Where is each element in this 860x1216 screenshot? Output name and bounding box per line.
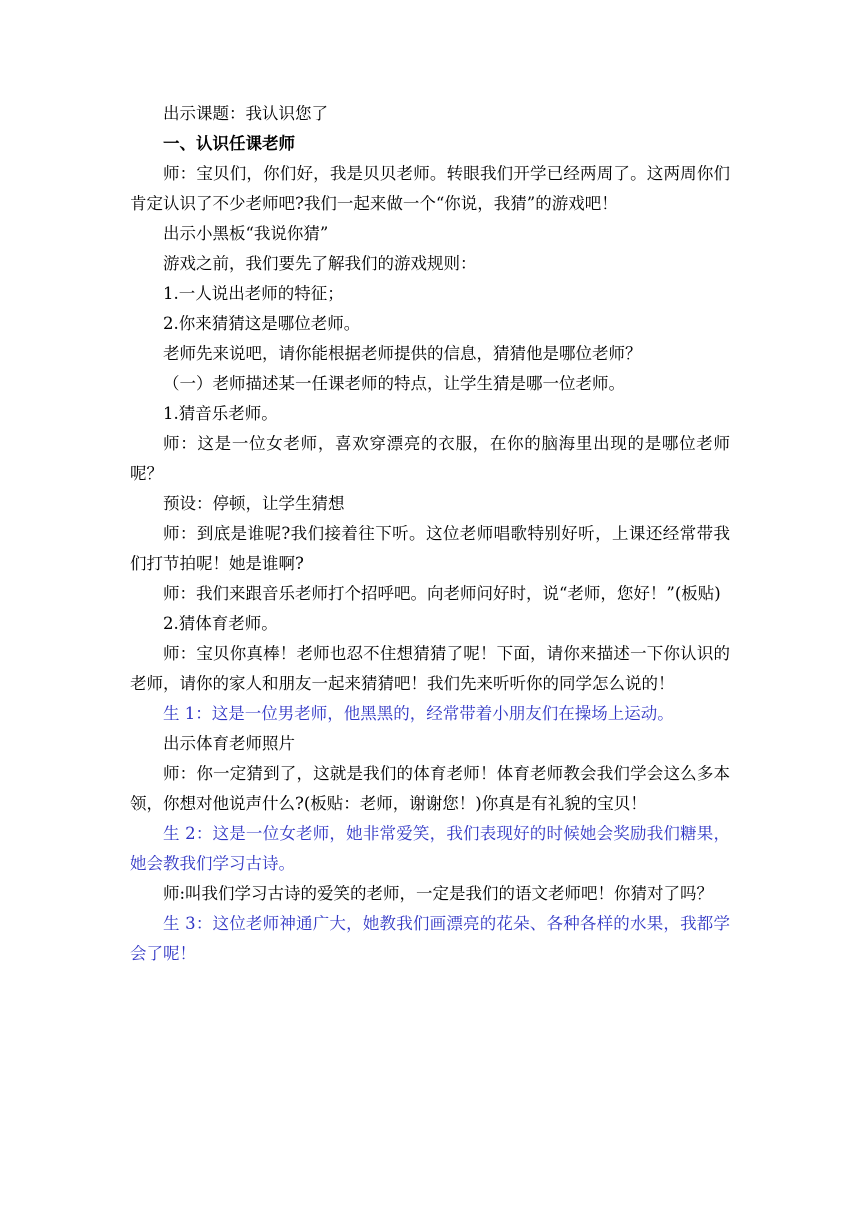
paragraph: 老师先来说吧，请你能根据老师提供的信息，猜猜他是哪位老师？ xyxy=(163,344,642,363)
student-line: 生 3：这位老师神通广大，她教我们画漂亮的花朵、各种各样的水果，我都学会了呢！ xyxy=(130,914,730,963)
paragraph: 预设：停顿，让学生猜想 xyxy=(163,494,345,513)
paragraph: 师：到底是谁呢?我们接着往下听。这位老师唱歌特别好听，上课还经常带我们打节拍呢！她是谁啊? xyxy=(130,524,730,573)
subsection-heading: （一）老师描述某一任课老师的特点，让学生猜是哪一位老师。 xyxy=(163,374,625,393)
paragraph: 师：我们来跟音乐老师打个招呼吧。向老师问好时，说“老师，您好！”(板贴) xyxy=(163,584,721,603)
paragraph: 2.猜体育老师。 xyxy=(163,614,278,633)
paragraph: 师：宝贝你真棒！老师也忍不住想猜猜了呢！下面，请你来描述一下你认识的老师，请你的家人和朋友一起来猜猜吧！我们先来听听你的同学怎么说的！ xyxy=(130,644,730,693)
paragraph: 出示体育老师照片 xyxy=(163,734,295,753)
rule-item: 1.一人说出老师的特征； xyxy=(163,284,344,303)
paragraph: 师：宝贝们，你们好，我是贝贝老师。转眼我们开学已经两周了。这两周你们肯定认识了不少老师吧?我们一起来做一个“你说，我猜”的游戏吧！ xyxy=(130,164,730,213)
paragraph: 出示小黑板“我说你猜” xyxy=(163,224,329,243)
paragraph: 1.猜音乐老师。 xyxy=(163,404,278,423)
paragraph: 师:叫我们学习古诗的爱笑的老师，一定是我们的语文老师吧！你猜对了吗？ xyxy=(163,884,714,903)
paragraph: 师：这是一位女老师，喜欢穿漂亮的衣服，在你的脑海里出现的是哪位老师呢？ xyxy=(130,434,730,483)
paragraph: 师：你一定猜到了，这就是我们的体育老师！体育老师教会我们学会这么多本领，你想对他说声什么?(板贴：老师，谢谢您！)你真是有礼貌的宝贝！ xyxy=(130,764,730,813)
rule-item: 2.你来猜猜这是哪位老师。 xyxy=(163,314,361,333)
student-line: 生 2：这是一位女老师，她非常爱笑，我们表现好的时候她会奖励我们糖果，她会教我们学习古诗。 xyxy=(130,824,730,873)
paragraph: 游戏之前，我们要先了解我们的游戏规则： xyxy=(163,254,477,273)
section-heading: 一、认识任课老师 xyxy=(163,134,295,153)
paragraph-topic: 出示课题：我认识您了 xyxy=(163,104,328,123)
student-line: 生 1：这是一位男老师，他黑黑的，经常带着小朋友们在操场上运动。 xyxy=(163,704,674,723)
